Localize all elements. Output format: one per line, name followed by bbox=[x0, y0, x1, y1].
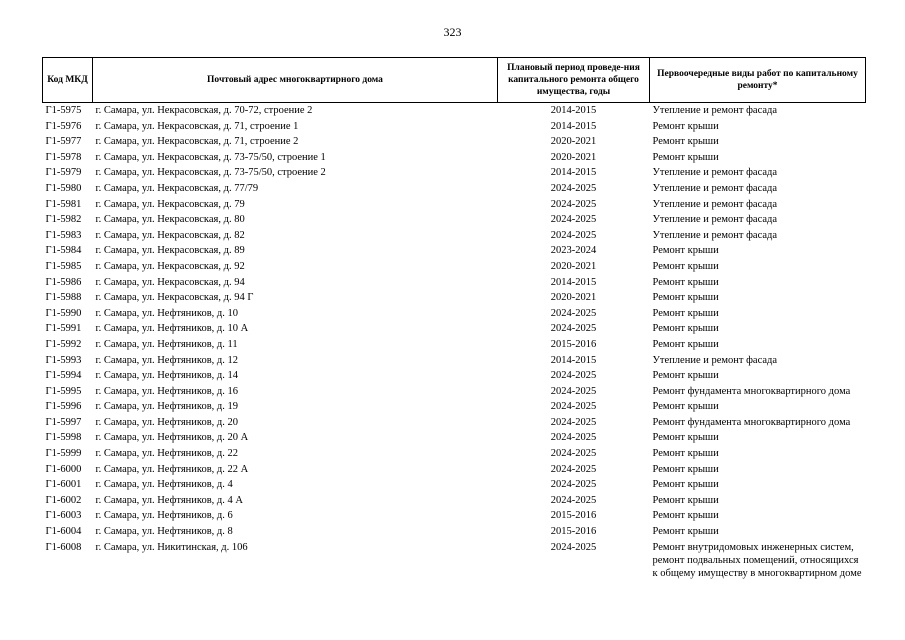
cell-code: Г1-6002 bbox=[45, 494, 82, 506]
cell-works: Утепление и ремонт фасада bbox=[652, 354, 778, 366]
cell-code: Г1-6004 bbox=[45, 526, 82, 538]
table-row bbox=[43, 259, 866, 275]
table-row bbox=[43, 119, 866, 135]
cell-period: 2024-2025 bbox=[550, 494, 597, 506]
cell-code: Г1-6008 bbox=[45, 541, 82, 553]
cell-code: Г1-5985 bbox=[45, 260, 82, 272]
cell-address: г. Самара, ул. Нефтяников, д. 4 А bbox=[95, 494, 243, 506]
table-row bbox=[43, 446, 866, 462]
cell-period: 2014-2015 bbox=[550, 120, 597, 132]
table-row bbox=[43, 524, 866, 540]
cell-address: г. Самара, ул. Нефтяников, д. 22 bbox=[95, 448, 239, 460]
cell-code: Г1-5996 bbox=[45, 401, 82, 413]
cell-code: Г1-5982 bbox=[45, 214, 82, 226]
cell-period: 2015-2016 bbox=[550, 526, 597, 538]
table-row bbox=[43, 508, 866, 524]
cell-period: 2020-2021 bbox=[550, 260, 597, 272]
table-row bbox=[43, 462, 866, 478]
cell-code: Г1-6003 bbox=[45, 510, 82, 522]
cell-code: Г1-5981 bbox=[45, 198, 82, 210]
cell-address: г. Самара, ул. Нефтяников, д. 8 bbox=[95, 526, 233, 538]
cell-address: г. Самара, ул. Нефтяников, д. 16 bbox=[95, 385, 239, 397]
cell-works: Ремонт крыши bbox=[652, 510, 719, 522]
header-address: Почтовый адрес многоквартирного дома bbox=[93, 58, 498, 103]
cell-works: Утепление и ремонт фасада bbox=[652, 198, 778, 210]
cell-code: Г1-5976 bbox=[45, 120, 82, 132]
table-row bbox=[43, 134, 866, 150]
table-row bbox=[43, 197, 866, 213]
cell-works: Ремонт крыши bbox=[652, 136, 719, 148]
cell-works: Ремонт крыши bbox=[652, 401, 719, 413]
cell-works: Ремонт крыши bbox=[652, 260, 719, 272]
cell-code: Г1-5983 bbox=[45, 229, 82, 241]
cell-works: Ремонт крыши bbox=[652, 245, 719, 257]
table-row bbox=[43, 165, 866, 181]
cell-period: 2024-2025 bbox=[550, 323, 597, 335]
repair-schedule-table bbox=[42, 57, 866, 580]
table-row bbox=[43, 399, 866, 415]
cell-period: 2024-2025 bbox=[550, 401, 597, 413]
cell-period: 2015-2016 bbox=[550, 338, 597, 350]
cell-period: 2014-2015 bbox=[550, 276, 597, 288]
cell-period: 2024-2025 bbox=[550, 385, 597, 397]
cell-address: г. Самара, ул. Нефтяников, д. 11 bbox=[95, 338, 238, 350]
cell-address: г. Самара, ул. Нефтяников, д. 19 bbox=[95, 401, 239, 413]
cell-address: г. Самара, ул. Некрасовская, д. 70-72, строение 2 bbox=[95, 105, 313, 116]
cell-works: Утепление и ремонт фасада bbox=[652, 105, 778, 116]
cell-works: Ремонт крыши bbox=[652, 151, 719, 163]
cell-period: 2024-2025 bbox=[550, 479, 597, 491]
cell-works: Ремонт крыши bbox=[652, 479, 719, 491]
cell-code: Г1-5975 bbox=[45, 105, 82, 116]
cell-period: 2023-2024 bbox=[550, 245, 597, 257]
cell-address: г. Самара, ул. Некрасовская, д. 94 bbox=[95, 276, 245, 288]
cell-address: г. Самара, ул. Нефтяников, д. 22 А bbox=[95, 463, 249, 475]
cell-period: 2014-2015 bbox=[550, 354, 597, 366]
cell-works: Ремонт крыши bbox=[652, 338, 719, 350]
cell-works: Ремонт крыши bbox=[652, 323, 719, 335]
cell-code: Г1-5993 bbox=[45, 354, 82, 366]
cell-code: Г1-5999 bbox=[45, 448, 82, 460]
table-row bbox=[43, 150, 866, 166]
cell-address: г. Самара, ул. Нефтяников, д. 20 bbox=[95, 416, 239, 428]
table-row bbox=[43, 243, 866, 259]
table-row bbox=[43, 103, 866, 119]
cell-works: Утепление и ремонт фасада bbox=[652, 214, 778, 226]
cell-works: Ремонт крыши bbox=[652, 370, 719, 382]
table-row bbox=[43, 493, 866, 509]
cell-code: Г1-5977 bbox=[45, 136, 82, 148]
cell-address: г. Самара, ул. Нефтяников, д. 20 А bbox=[95, 432, 249, 444]
cell-code: Г1-5997 bbox=[45, 416, 82, 428]
cell-works: Ремонт крыши bbox=[652, 292, 719, 304]
cell-code: Г1-5986 bbox=[45, 276, 82, 288]
cell-address: г. Самара, ул. Некрасовская, д. 71, строение 2 bbox=[95, 136, 299, 148]
cell-period: 2024-2025 bbox=[550, 370, 597, 382]
cell-period: 2020-2021 bbox=[550, 151, 597, 163]
cell-works: Ремонт крыши bbox=[652, 463, 719, 475]
cell-address: г. Самара, ул. Некрасовская, д. 73-75/50, строение 2 bbox=[95, 167, 326, 179]
cell-period: 2015-2016 bbox=[550, 510, 597, 522]
cell-address: г. Самара, ул. Некрасовская, д. 89 bbox=[95, 245, 245, 257]
cell-period: 2020-2021 bbox=[550, 136, 597, 148]
cell-works: Ремонт крыши bbox=[652, 276, 719, 288]
cell-period: 2024-2025 bbox=[550, 416, 597, 428]
table-row bbox=[43, 181, 866, 197]
cell-code: Г1-5994 bbox=[45, 370, 82, 382]
cell-period: 2024-2025 bbox=[550, 214, 597, 226]
cell-works: Ремонт крыши bbox=[652, 448, 719, 460]
cell-code: Г1-5978 bbox=[45, 151, 82, 163]
cell-address: г. Самара, ул. Некрасовская, д. 71, строение 1 bbox=[95, 120, 299, 132]
table-row bbox=[43, 415, 866, 431]
cell-period: 2014-2015 bbox=[550, 105, 597, 116]
cell-period: 2024-2025 bbox=[550, 198, 597, 210]
cell-period: 2024-2025 bbox=[550, 229, 597, 241]
cell-address: г. Самара, ул. Нефтяников, д. 12 bbox=[95, 354, 239, 366]
cell-works: Ремонт внутридомовых инженерных систем, ремонт подвальных помещений, относящихся к общему имуществу в многоквартирном доме bbox=[652, 541, 862, 579]
table-row bbox=[43, 212, 866, 228]
cell-address: г. Самара, ул. Некрасовская, д. 94 Г bbox=[95, 292, 254, 304]
cell-code: Г1-5998 bbox=[45, 432, 82, 444]
page-number: 323 bbox=[443, 25, 462, 39]
cell-period: 2020-2021 bbox=[550, 292, 597, 304]
cell-works: Ремонт фундамента многоквартирного дома bbox=[652, 385, 851, 397]
cell-works: Утепление и ремонт фасада bbox=[652, 167, 778, 179]
cell-period: 2024-2025 bbox=[550, 448, 597, 460]
header-period: Плановый период проведе-ния капитального ремонта общего имущества, годы bbox=[498, 58, 650, 103]
cell-code: Г1-5990 bbox=[45, 307, 82, 319]
cell-code: Г1-5979 bbox=[45, 167, 82, 179]
cell-works: Утепление и ремонт фасада bbox=[652, 229, 778, 241]
table-body bbox=[43, 103, 866, 580]
cell-period: 2024-2025 bbox=[550, 182, 597, 194]
cell-period: 2024-2025 bbox=[550, 463, 597, 475]
header-works: Первоочередные виды работ по капитальному ремонту* bbox=[650, 58, 866, 103]
table-row bbox=[43, 540, 866, 580]
cell-address: г. Самара, ул. Некрасовская, д. 82 bbox=[95, 229, 245, 241]
cell-period: 2014-2015 bbox=[550, 167, 597, 179]
table-row bbox=[43, 290, 866, 306]
cell-period: 2024-2025 bbox=[550, 432, 597, 444]
cell-address: г. Самара, ул. Нефтяников, д. 10 bbox=[95, 307, 239, 319]
cell-address: г. Самара, ул. Нефтяников, д. 4 bbox=[95, 479, 233, 491]
cell-address: г. Самара, ул. Нефтяников, д. 6 bbox=[95, 510, 233, 522]
cell-code: Г1-5991 bbox=[45, 323, 82, 335]
cell-code: Г1-6000 bbox=[45, 463, 82, 475]
cell-address: г. Самара, ул. Некрасовская, д. 92 bbox=[95, 260, 245, 272]
cell-code: Г1-5995 bbox=[45, 385, 82, 397]
cell-works: Ремонт крыши bbox=[652, 526, 719, 538]
cell-address: г. Самара, ул. Некрасовская, д. 73-75/50, строение 1 bbox=[95, 151, 326, 163]
table-row bbox=[43, 384, 866, 400]
cell-code: Г1-5988 bbox=[45, 292, 82, 304]
table-row bbox=[43, 353, 866, 369]
cell-address: г. Самара, ул. Некрасовская, д. 77/79 bbox=[95, 182, 259, 194]
cell-code: Г1-5980 bbox=[45, 182, 82, 194]
cell-works: Ремонт крыши bbox=[652, 120, 719, 132]
cell-address: г. Самара, ул. Нефтяников, д. 10 А bbox=[95, 323, 249, 335]
table-row bbox=[43, 228, 866, 244]
table-row bbox=[43, 306, 866, 322]
table-header-row bbox=[43, 58, 866, 103]
cell-address: г. Самара, ул. Никитинская, д. 106 bbox=[95, 541, 248, 553]
cell-works: Ремонт крыши bbox=[652, 307, 719, 319]
table-row bbox=[43, 430, 866, 446]
cell-works: Ремонт крыши bbox=[652, 494, 719, 506]
table-row bbox=[43, 321, 866, 337]
table-row bbox=[43, 275, 866, 291]
cell-period: 2024-2025 bbox=[550, 541, 597, 553]
cell-period: 2024-2025 bbox=[550, 307, 597, 319]
cell-works: Утепление и ремонт фасада bbox=[652, 182, 778, 194]
table-row bbox=[43, 368, 866, 384]
cell-address: г. Самара, ул. Нефтяников, д. 14 bbox=[95, 370, 239, 382]
header-code: Код МКД bbox=[43, 58, 93, 103]
table-row bbox=[43, 477, 866, 493]
cell-code: Г1-5992 bbox=[45, 338, 82, 350]
cell-works: Ремонт фундамента многоквартирного дома bbox=[652, 416, 851, 428]
cell-code: Г1-6001 bbox=[45, 479, 82, 491]
cell-address: г. Самара, ул. Некрасовская, д. 80 bbox=[95, 214, 245, 226]
cell-works: Ремонт крыши bbox=[652, 432, 719, 444]
cell-code: Г1-5984 bbox=[45, 245, 82, 257]
table-row bbox=[43, 337, 866, 353]
cell-address: г. Самара, ул. Некрасовская, д. 79 bbox=[95, 198, 245, 210]
